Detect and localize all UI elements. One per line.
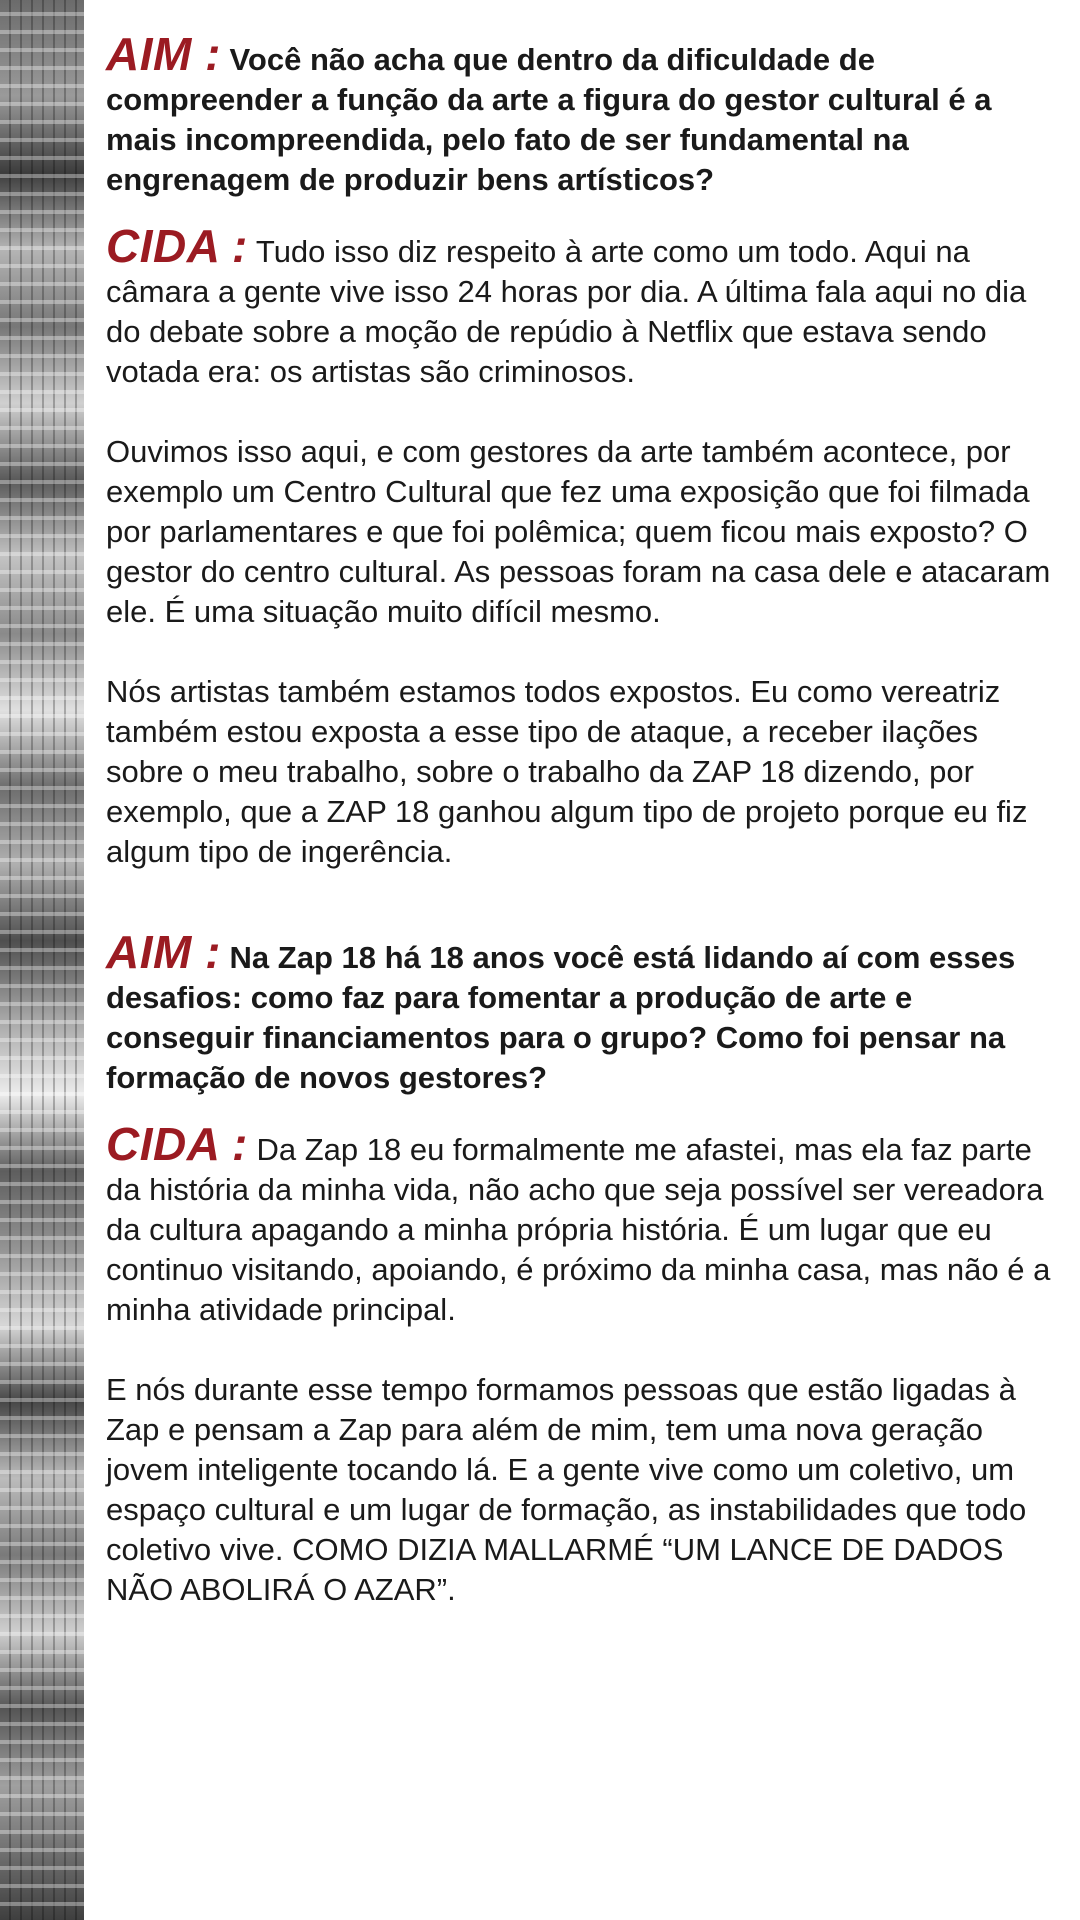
- answer-1: [106, 220, 1051, 392]
- answer-2-paragraph-2: E nós durante esse tempo formamos pessoas que estão ligadas à Zap e pensam a Zap para além de mim, tem uma nova geração jovem inteligente tocando lá. E a gente vive como um coletivo, um espaço cultural e um lugar de formação, as instabilidades que todo coletivo vive. COMO DIZIA MALLARMÉ “UM LANCE DE DADOS NÃO ABOLIRÁ O AZAR”.: [106, 1372, 1027, 1607]
- answer-text: Da Zap 18 eu formalmente me afastei, mas ela faz parte da história da minha vida, não acho que seja possível ser vereadora da cultura apagando a minha própria história. É um lugar que eu continuo visitando, apoiando, é próximo da minha casa, mas não é a minha atividade principal.: [106, 1132, 1051, 1327]
- question-text: Você não acha que dentro da dificuldade de compreender a função da arte a figura do gestor cultural é a mais incompreendida, pelo fato de ser fundamental na engrenagem de produzir bens artísticos?: [106, 42, 992, 197]
- interview-text: [106, 28, 1051, 1610]
- city-photo-strip: [0, 0, 84, 1920]
- answer-1-paragraph-3: Nós artistas também estamos todos expostos. Eu como vereatriz também estou exposta a esse tipo de ataque, a receber ilações sobre o meu trabalho, sobre o trabalho da ZAP 18 dizendo, por exemplo, que a ZAP 18 ganhou algum tipo de projeto porque eu fiz algum tipo de ingerência.: [106, 674, 1028, 869]
- question-1: [106, 28, 1051, 200]
- question-2: [106, 926, 1051, 1098]
- speaker-label: AIM :: [106, 926, 221, 978]
- answer-text: Tudo isso diz respeito à arte como um todo. Aqui na câmara a gente vive isso 24 horas por dia. A última fala aqui no dia do debate sobre a moção de repúdio à Netflix que estava sendo votada era: os artistas são criminosos.: [106, 234, 1027, 389]
- speaker-label: CIDA :: [106, 220, 248, 272]
- question-text: Na Zap 18 há 18 anos você está lidando aí com esses desafios: como faz para fomentar a produção de arte e conseguir financiamentos para o grupo? Como foi pensar na formação de novos gestores?: [106, 940, 1016, 1095]
- speaker-label: CIDA :: [106, 1118, 248, 1170]
- answer-1-paragraph-2: Ouvimos isso aqui, e com gestores da arte também acontece, por exemplo um Centro Cultural que fez uma exposição que foi filmada por parlamentares e que foi polêmica; quem ficou mais exposto? O gestor do centro cultural. As pessoas foram na casa dele e atacaram ele. É uma situação muito difícil mesmo.: [106, 434, 1051, 629]
- answer-2: [106, 1118, 1051, 1330]
- speaker-label: AIM :: [106, 28, 221, 80]
